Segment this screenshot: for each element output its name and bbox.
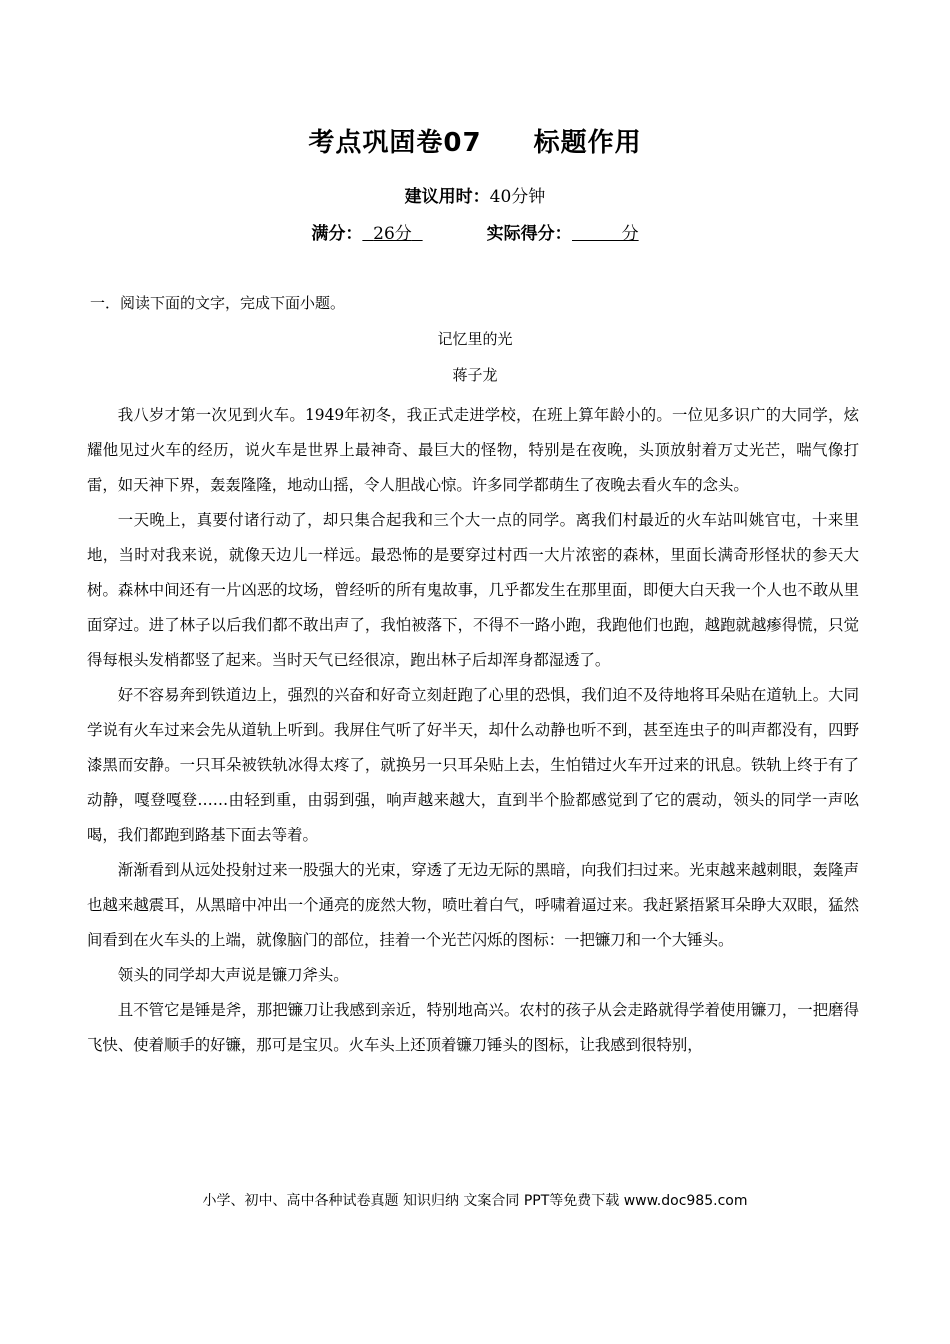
actual-score-label: 实际得分： — [486, 224, 572, 244]
suggested-time — [0, 182, 950, 207]
time-label: 建议用时： — [404, 187, 490, 207]
time-value: 40分钟 — [489, 187, 546, 207]
title-exam-name: 考点巩固卷07 — [308, 128, 482, 158]
article-body — [87, 398, 859, 1063]
footer-ad: 小学、初中、高中各种试卷真题 知识归纳 文案合同 PPT等免费下载 www.doc985.com — [202, 1193, 748, 1209]
paragraph: 一天晚上，真要付诸行动了，却只集合起我和三个大一点的同学。离我们村最近的火车站叫姚官屯，十来里地，当时对我来说，就像天边儿一样远。最恐怖的是要穿过村西一大片浓密的森林，里面长满奇形怪状的参天大树。森林中间还有一片凶恶的坟场，曾经听的所有鬼故事，几乎都发生在那里面，即便大白天我一个人也不敢从里面穿过。进了林子以后我们都不敢出声了，我怕被落下，不得不一路小跑，我跑他们也跑，越跑就越瘆得慌，只觉得每根头发梢都竖了起来。当时天气已经很凉，跑出林子后却浑身都湿透了。 — [87, 511, 859, 669]
full-score-value: 26分 — [373, 224, 412, 244]
paragraph: 我八岁才第一次见到火车。1949年初冬，我正式走进学校，在班上算年龄小的。一位见多识广的大同学，炫耀他见过火车的经历，说火车是世界上最神奇、最巨大的怪物，特别是在夜晚，头顶放射着万丈光芒，喘气像打雷，如天神下界，轰轰隆隆，地动山摇，令人胆战心惊。许多同学都萌生了夜晚去看火车的念头。 — [87, 406, 859, 494]
paragraph: 领头的同学却大声说是镰刀斧头。 — [117, 966, 349, 984]
score-line — [0, 219, 950, 244]
article-author: 蒋子龙 — [452, 366, 498, 384]
paragraph: 好不容易奔到铁道边上，强烈的兴奋和好奇立刻赶跑了心里的恐惧，我们迫不及待地将耳朵贴在道轨上。大同学说有火车过来会先从道轨上听到。我屏住气听了好半天，却什么动静也听不到，甚至连虫子的叫声都没有，四野漆黑而安静。一只耳朵被铁轨冰得太疼了，就换另一只耳朵贴上去，生怕错过火车开过来的讯息。铁轨上终于有了动静，嘎登嘎登……由轻到重，由弱到强，响声越来越大，直到半个脸都感觉到了它的震动，领头的同学一声吆喝，我们都跑到路基下面去等着。 — [87, 686, 859, 844]
title-topic: 标题作用 — [533, 128, 642, 158]
score-unit: 分 — [621, 224, 639, 244]
full-score-label: 满分： — [311, 224, 363, 244]
paragraph: 且不管它是锤是斧，那把镰刀让我感到亲近，特别地高兴。农村的孩子从会走路就得学着使用镰刀，一把磨得飞快、使着顺手的好镰，那可是宝贝。火车头上还顶着镰刀锤头的图标，让我感到很特别， — [87, 1001, 859, 1054]
paragraph: 渐渐看到从远处投射过来一股强大的光束，穿透了无边无际的黑暗，向我们扫过来。光束越来越刺眼，轰隆声也越来越震耳，从黑暗中冲出一个通亮的庞然大物，喷吐着白气，呼啸着逼过来。我赶紧捂紧耳朵睁大双眼，猛然间看到在火车头的上端，就像脑门的部位，挂着一个光芒闪烁的图标：一把镰刀和一个大锤头。 — [87, 861, 859, 949]
section-heading: 一．阅读下面的文字，完成下面小题。 — [90, 294, 346, 312]
actual-score-blank[interactable] — [572, 224, 622, 241]
page-title — [0, 122, 950, 159]
article-title: 记忆里的光 — [437, 330, 513, 348]
